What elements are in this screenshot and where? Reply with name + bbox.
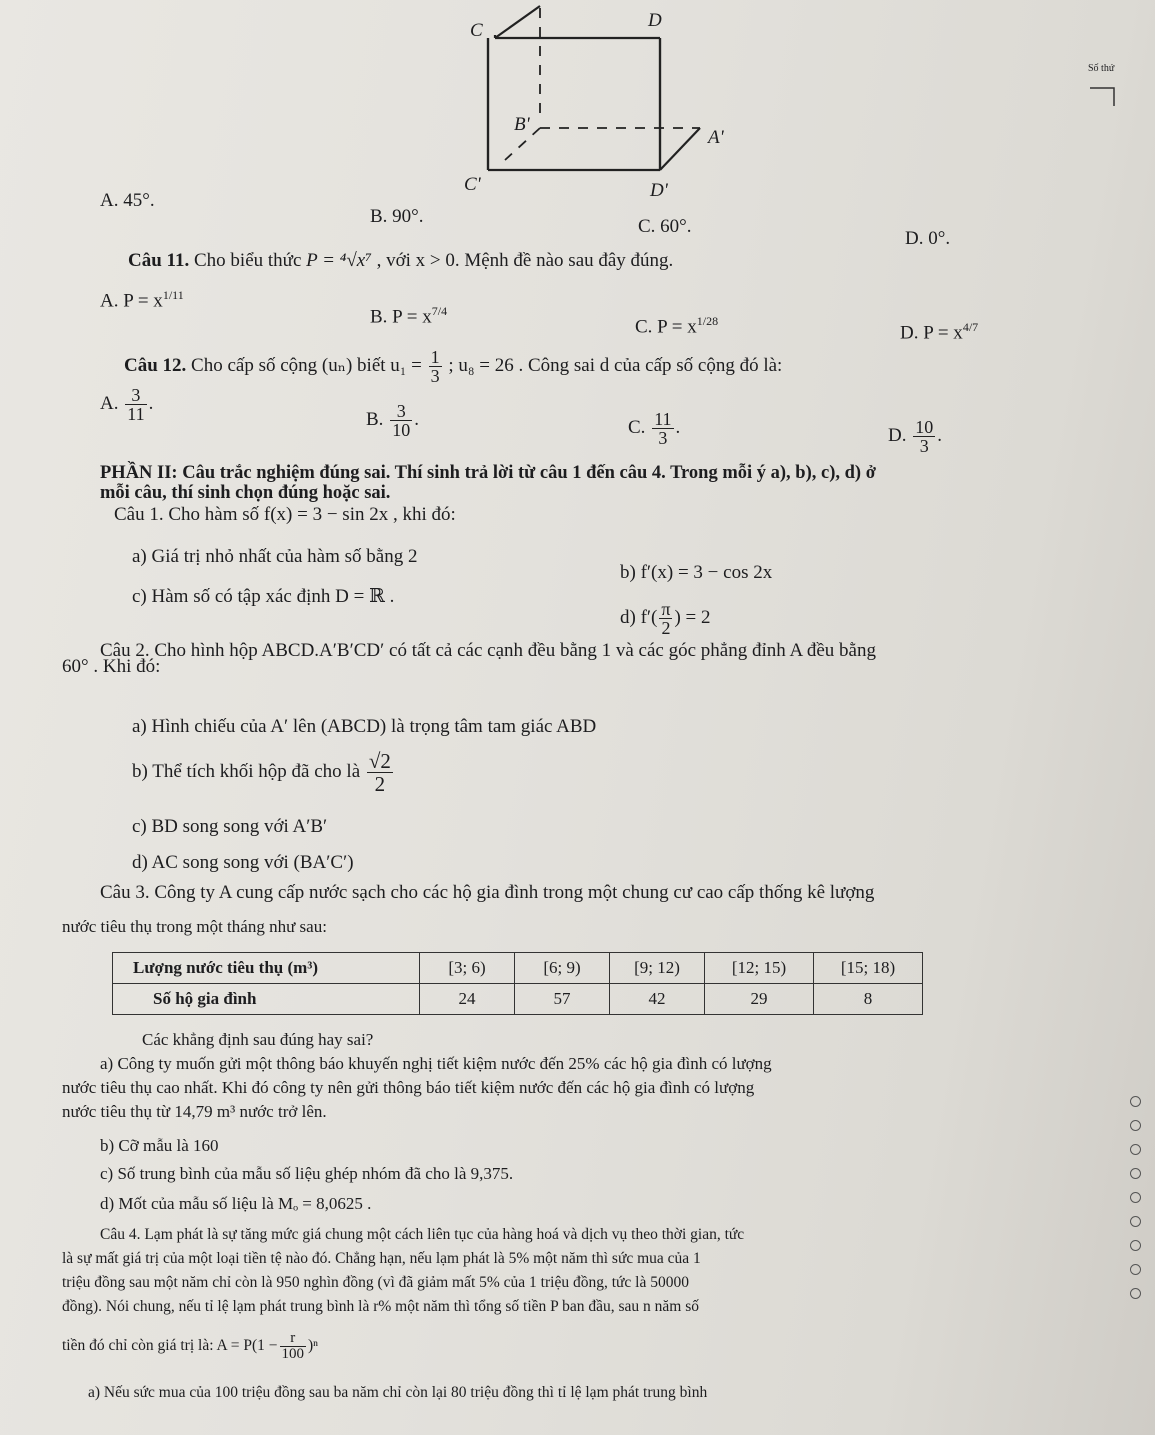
c2-b-fraction [367,750,393,795]
q12-option-a: A. $\frac{3}{11}$ . [100,385,154,425]
binder-ring [1130,1240,1141,1251]
q12-a-den: 11 [127,404,145,425]
c2-c: c) BD song song với A′B′ [132,816,328,837]
c2-b-den: 2 [374,772,386,797]
q12-a-fraction [125,386,146,423]
q11-a-exp: 1/11 [162,288,184,302]
q12-c-den: 3 [658,428,668,449]
q10-option-b: B. 90°. [370,206,424,227]
c3-d: d) Mốt của mẫu số liệu là Mₒ = 8,0625 . [100,1194,372,1213]
c2-b-pre: b) Thể tích khối hộp đã cho là [132,761,361,782]
binder-ring [1130,1168,1141,1179]
q12-label: Câu 12. [124,355,187,376]
q11-option-b [370,300,447,328]
count-cell: 24 [420,984,515,1015]
row1-header: Lượng nước tiêu thụ (m³) [113,953,420,984]
q10-option-a: A. 45°. [100,190,155,211]
q12-u1-den: 3 [430,366,440,387]
label-c-prime: C' [464,174,481,195]
q12-stem [124,346,782,386]
c3-c: c) Số trung bình của mẫu số liệu ghép nhóm đã cho là 9,375. [100,1164,514,1183]
part2-title-line1: PHẦN II: Câu trắc nghiệm đúng sai. Thí sinh trả lời từ câu 1 đến câu 4. Trong mỗi ý a), b), c), d) ở [100,463,876,483]
q11-option-d [900,316,978,344]
c4-line5-num: r [280,1331,307,1347]
c4-line5 [62,1328,318,1364]
c3-a-line2: nước tiêu thụ cao nhất. Khi đó công ty nên gửi thông báo tiết kiệm nước đến các hộ gia đình có lượng [62,1078,755,1097]
q12-b-fraction [390,402,412,439]
c1-b: b) f′(x) = 3 − cos 2x [620,562,773,583]
c1-d-den: 2 [661,618,671,639]
q12-a-num: 3 [125,386,146,405]
q12-u1-num: 1 [430,347,440,368]
interval-cell: [15; 18) [814,953,923,984]
table-row [113,953,923,984]
binder-ring [1130,1288,1141,1299]
corner-note: Số thứ [1088,63,1115,74]
c3-stem-line2: nước tiêu thụ trong một tháng như sau: [62,917,327,936]
c2-stem-line2: 60° . Khi đó: [62,656,161,677]
label-b-prime: B' [514,114,530,135]
interval-cell: [6; 9) [515,953,610,984]
binder-ring [1130,1096,1141,1107]
q12-option-b: B. $\frac{3}{10}$ . [366,401,419,441]
q12-b-label: B. [366,409,384,430]
binder-ring [1130,1216,1141,1227]
corner-mark [1088,80,1118,110]
q12-d-num: 10 [915,417,934,438]
c3-b: b) Cỡ mẫu là 160 [100,1136,219,1155]
c4-line5-fraction [280,1331,307,1362]
c2-b [132,748,395,796]
q12-a-label: A. [100,393,119,414]
c2-d: d) AC song song với (BA′C′) [132,852,354,873]
q11-a-text: A. P = x [100,290,163,312]
c4-line4: đồng). Nói chung, nếu tỉ lệ lạm phát trung bình là r% một năm thì tổng số tiền P ban đầu, sau n năm số [62,1298,699,1315]
count-cell: 29 [705,984,814,1015]
water-table [112,952,923,1015]
interval-cell: [12; 15) [705,953,814,984]
binder-ring [1130,1120,1141,1131]
label-d-prime: D' [650,180,668,201]
c1-c: c) Hàm số có tập xác định D = ℝ . [132,586,395,607]
q12-c-fraction [652,410,673,447]
c1-d-post: ) = 2 [674,607,711,628]
q11-formula: P = ⁴√x⁷ [306,250,372,271]
q12-c-label: C. [628,417,646,438]
c1-d [620,598,711,638]
q11-label: Câu 11. [128,250,190,271]
c3-a-line1: a) Công ty muốn gửi một thông báo khuyến nghị tiết kiệm nước đến 25% các hộ gia đình có lượng [100,1054,772,1073]
c4-line3: triệu đồng sau một năm chỉ còn là 950 nghìn đồng (vì đã giảm mất 5% của 1 triệu đồng, tức là 50000 [62,1274,689,1291]
q11-d-text: D. P = x [900,322,963,344]
c3-stem-line1: Câu 3. Công ty A cung cấp nước sạch cho các hộ gia đình trong một chung cư cao cấp thống kê lượng [100,882,875,903]
interval-cell: [9; 12) [610,953,705,984]
q11-c-exp: 1/28 [696,314,719,328]
q12-option-d: D. $\frac{10}{3}$ . [888,417,942,457]
q12-u1-fraction [429,348,442,385]
q11-b-exp: 7/4 [431,304,448,318]
c2-a: a) Hình chiếu của A′ lên (ABCD) là trọng tâm tam giác ABD [132,716,597,737]
part2-title-line2: mỗi câu, thí sinh chọn đúng hoặc sai. [100,483,391,503]
label-c: C [470,20,483,41]
q12-b-den: 10 [392,420,411,441]
binder-ring [1130,1144,1141,1155]
q12-text-1: Cho cấp số cộng (uₙ) biết u₁ = [191,355,422,376]
c4-line2: là sự mất giá trị của một loại tiền tệ nào đó. Chẳng hạn, nếu lạm phát là 5% một năm thì sức mua của 1 [62,1250,701,1267]
q12-text-2: ; u₈ = 26 . Công sai d của cấp số cộng đó là: [448,355,783,376]
q11-d-exp: 4/7 [962,320,979,334]
q10-option-c: C. 60°. [638,216,692,237]
c2-stem-line1: Câu 2. Cho hình hộp ABCD.A′B′CD′ có tất cả các cạnh đều bằng 1 và các góc phẳng đỉnh A đều bằng [100,640,876,661]
c1-stem: Câu 1. Cho hàm số f(x) = 3 − sin 2x , khi đó: [114,504,456,525]
binder-ring [1130,1192,1141,1203]
binder-ring [1130,1264,1141,1275]
c1-d-pre: d) f′( [620,607,658,628]
q12-c-num: 11 [654,409,672,430]
label-d: D [648,10,662,31]
count-cell: 57 [515,984,610,1015]
cube-figure [460,0,720,200]
c4-line1: Câu 4. Lạm phát là sự tăng mức giá chung một cách liên tục của hàng hoá và dịch vụ theo thời gian, tức [100,1226,745,1243]
q12-d-label: D. [888,425,907,446]
c4-line5-den: 100 [281,1345,305,1362]
q11-option-c [635,310,718,338]
label-a-prime: A' [708,127,724,148]
c4-line5-post: )ⁿ [308,1337,319,1354]
q11-text-2: , với x > 0. Mệnh đề nào sau đây đúng. [376,250,674,271]
q11-b-text: B. P = x [370,306,432,328]
q11-option-a [100,284,184,312]
c3-a-line3: nước tiêu thụ từ 14,79 m³ nước trở lên. [62,1102,327,1121]
q12-option-c: C. $\frac{11}{3}$ . [628,409,681,449]
c1-d-fraction [659,600,672,637]
c4-a: a) Nếu sức mua của 100 triệu đồng sau ba năm chỉ còn lại 80 triệu đồng thì tỉ lệ lạm phát trung bình [88,1384,708,1401]
row2-header: Số hộ gia đình [113,984,420,1015]
q11-c-text: C. P = x [635,316,697,338]
q11-stem [128,250,673,272]
c1-a: a) Giá trị nhỏ nhất của hàm số bằng 2 [132,546,418,567]
c4-line5-pre: tiền đó chỉ còn giá trị là: A = P(1 − [62,1337,278,1354]
q12-d-fraction [913,418,935,455]
table-row [113,984,923,1015]
q12-d-den: 3 [919,436,929,457]
count-cell: 8 [814,984,923,1015]
count-cell: 42 [610,984,705,1015]
interval-cell: [3; 6) [420,953,515,984]
q10-option-d: D. 0°. [905,228,951,249]
c2-b-num: √2 [368,749,391,774]
c3-question: Các khẳng định sau đúng hay sai? [142,1030,374,1049]
c1-d-num: π [661,599,671,620]
q11-text-1: Cho biểu thức [194,250,302,271]
q12-b-num: 3 [390,402,412,421]
